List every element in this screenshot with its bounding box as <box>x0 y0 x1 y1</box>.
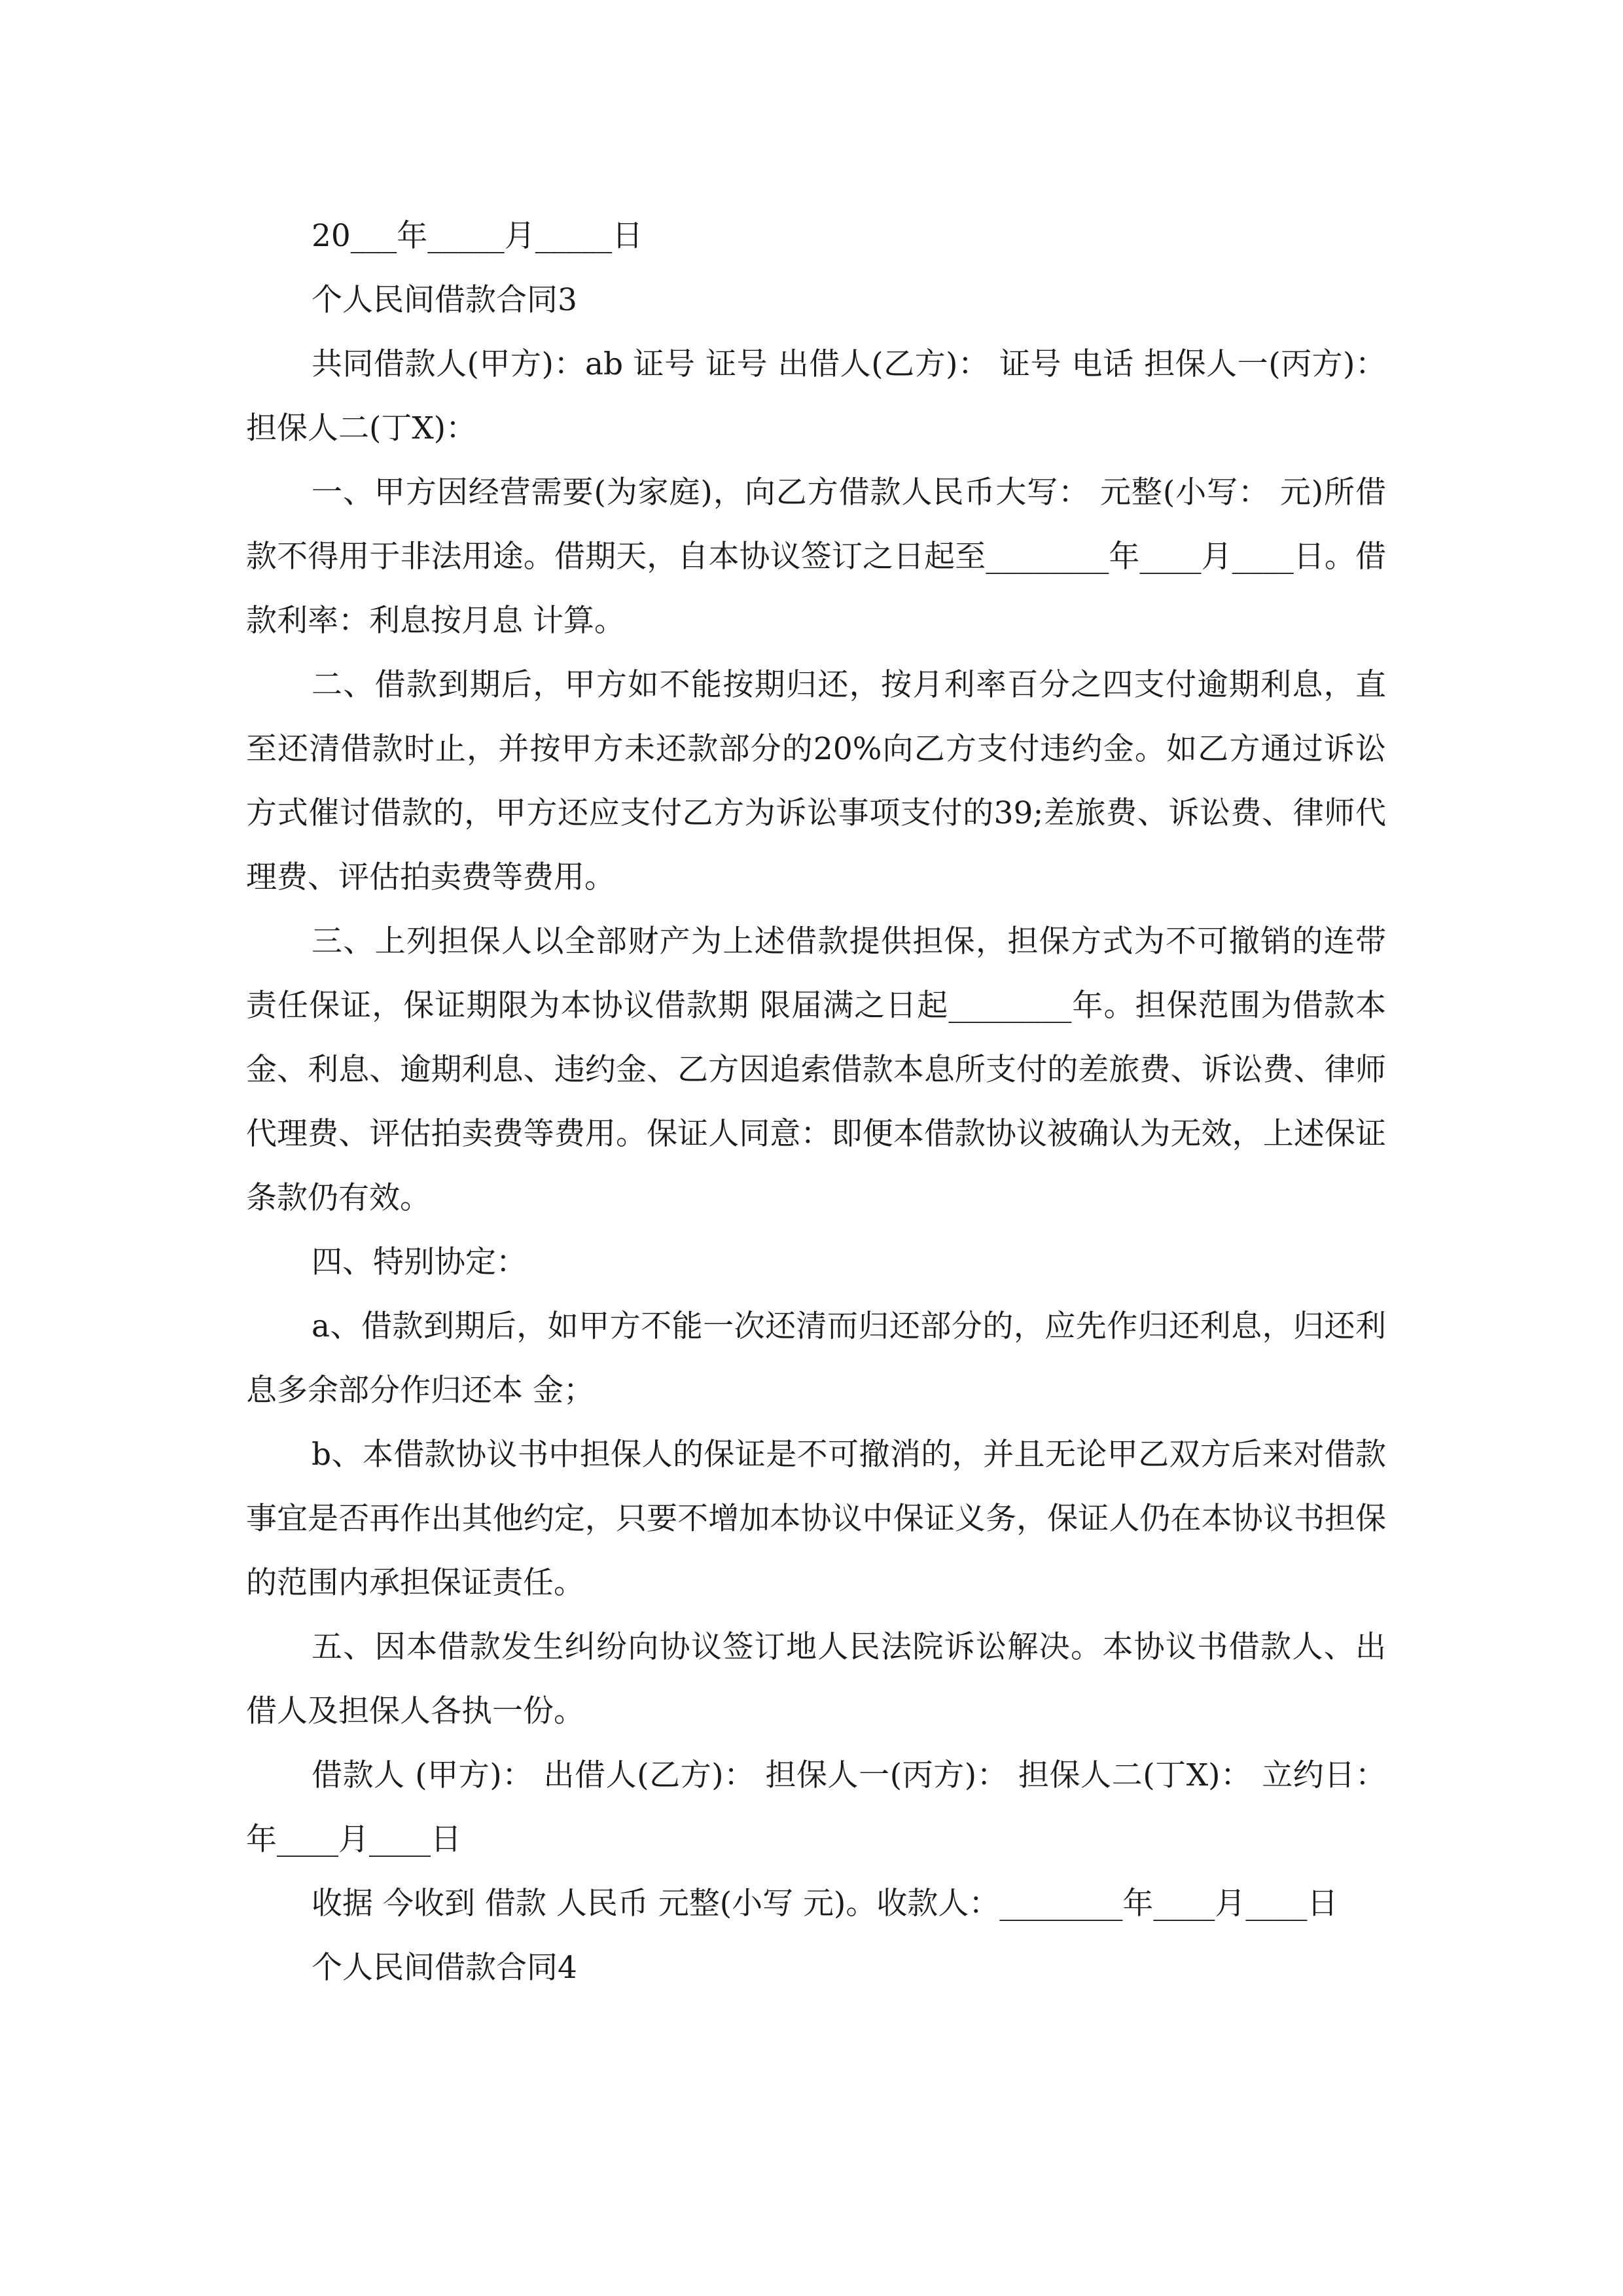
clause-4b-paragraph: b、本借款协议书中担保人的保证是不可撤消的，并且无论甲乙双方后来对借款事宜是否再作出其他约定，只要不增加本协议中保证义务，保证人仍在本协议书担保的范围内承担保证责任。 <box>246 1437 1386 1601</box>
clause-4-heading: 四、特别协定： <box>312 1244 527 1280</box>
document-body <box>246 204 1386 2000</box>
date-line: 20___年_____月_____日 <box>312 218 643 254</box>
clause-3-paragraph: 三、上列担保人以全部财产为上述借款提供担保，担保方式为不可撤销的连带责任保证，保证期限为本协议借款期 限届满之日起________年。担保范围为借款本金、利息、逾期利息、违约金、乙方因追索借款本息所支付的差旅费、诉讼费、律师代理费、评估拍卖费等费用。保证人同意：即便本借款协议被确认为无效，上述保证条款仍有效。 <box>246 924 1386 1216</box>
receipt-paragraph: 收据 今收到 借款 人民币 元整(小写 元)。收款人：________年____月____日 <box>312 1886 1338 1922</box>
clause-2-paragraph: 二、借款到期后，甲方如不能按期归还，按月利率百分之四支付逾期利息，直至还清借款时止，并按甲方未还款部分的20%向乙方支付违约金。如乙方通过诉讼方式催讨借款的，甲方还应支付乙方为诉讼事项支付的39;差旅费、诉讼费、律师代理费、评估拍卖费等费用。 <box>246 667 1386 895</box>
clause-4a-paragraph: a、借款到期后，如甲方不能一次还清而归还部分的，应先作归还利息，归还利息多余部分作归还本 金； <box>246 1308 1386 1408</box>
clause-1-paragraph: 一、甲方因经营需要(为家庭)，向乙方借款人民币大写： 元整(小写： 元)所借款不得用于非法用途。借期天，自本协议签订之日起至________年____月____日。借款利率：利息按月息 计算。 <box>246 475 1386 639</box>
contract-title-3: 个人民间借款合同3 <box>312 282 577 318</box>
clause-5-paragraph: 五、因本借款发生纠纷向协议签订地人民法院诉讼解决。本协议书借款人、出借人及担保人各执一份。 <box>246 1629 1386 1729</box>
signature-paragraph: 借款人 (甲方)： 出借人(乙方)： 担保人一(丙方)： 担保人二(丁X)： 立约日：年____月____日 <box>246 1757 1386 1857</box>
contract-title-4: 个人民间借款合同4 <box>312 1950 577 1986</box>
parties-paragraph: 共同借款人(甲方)：ab 证号 证号 出借人(乙方)： 证号 电话 担保人一(丙方)： 担保人二(丁X)： <box>246 346 1386 446</box>
